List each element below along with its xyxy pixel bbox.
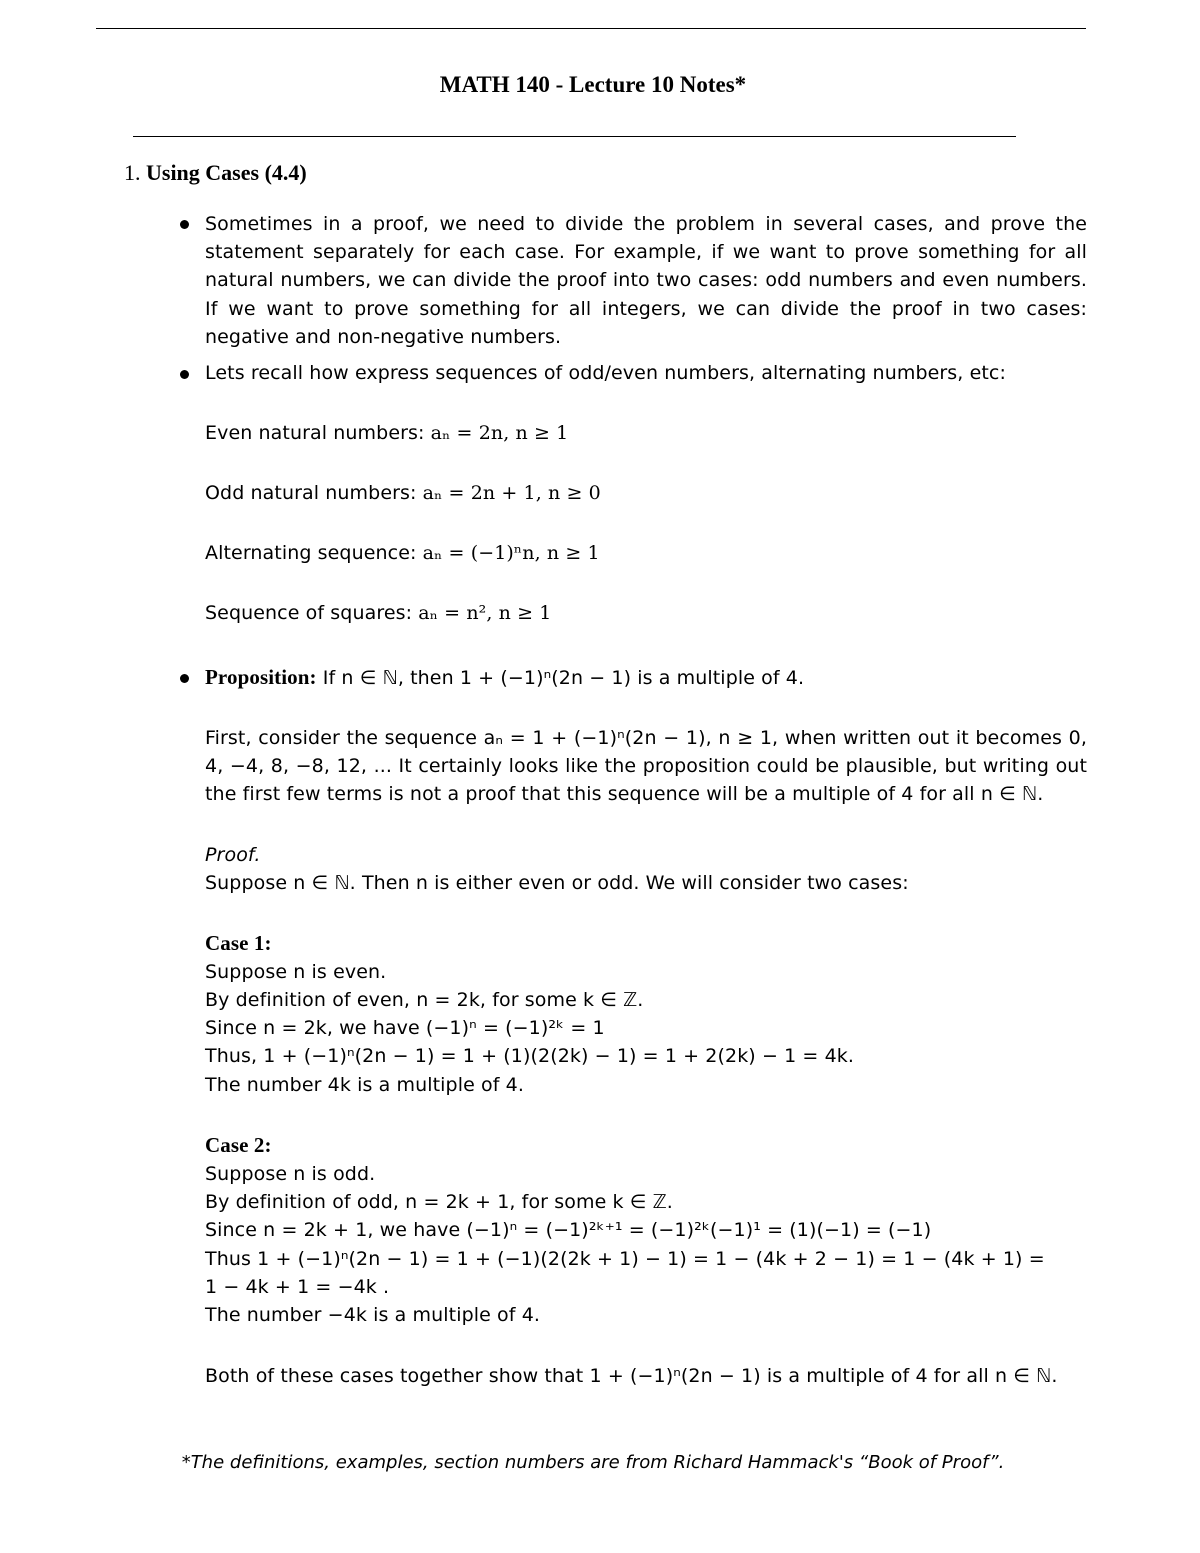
case2-line: 1 − 4k + 1 = −4k .	[205, 1276, 390, 1298]
case1-line: The number 4k is a multiple of 4.	[205, 1074, 525, 1096]
proof-start: Suppose n ∈ ℕ. Then n is either even or odd. We will consider two cases:	[205, 872, 909, 894]
bullet-sequences-text: Lets recall how express sequences of odd/even numbers, alternating numbers, etc:	[205, 362, 1006, 384]
proposition-intro: First, consider the sequence aₙ = 1 + (−1)ⁿ(2n − 1), n ≥ 1, when written out it becomes 0, 4, −4, 8, −8, 12, ... It certainly looks like the proposition could be plausible, but writing out the first few terms is not a proof that this sequence will be a multiple of 4 for all n ∈ ℕ.	[205, 727, 1087, 806]
sequence-even-formula: aₙ = 2n, n ≥ 1	[430, 422, 569, 444]
case1-line: Suppose n is even.	[205, 961, 387, 983]
sequence-alt-label: Alternating sequence:	[205, 542, 417, 564]
proof-conclusion: Both of these cases together show that 1 + (−1)ⁿ(2n − 1) is a multiple of 4 for all n ∈ ℕ.	[205, 1365, 1058, 1387]
sequence-sq-formula: aₙ = n², n ≥ 1	[418, 602, 552, 624]
case1-line: Thus, 1 + (−1)ⁿ(2n − 1) = 1 + (1)(2(2k) − 1) = 1 + 2(2k) − 1 = 4k.	[205, 1045, 855, 1067]
case1-line: Since n = 2k, we have (−1)ⁿ = (−1)²ᵏ = 1	[205, 1017, 605, 1039]
case2-line: Since n = 2k + 1, we have (−1)ⁿ = (−1)²ᵏ⁺¹ = (−1)²ᵏ(−1)¹ = (1)(−1) = (−1)	[205, 1219, 932, 1241]
case2-line: By definition of odd, n = 2k + 1, for some k ∈ ℤ.	[205, 1191, 673, 1213]
section-title: Using Cases (4.4)	[146, 160, 307, 185]
sequence-sq-label: Sequence of squares:	[205, 602, 413, 624]
proposition-label: Proposition:	[205, 665, 317, 689]
sequence-even	[205, 419, 1087, 447]
top-rule	[96, 28, 1086, 29]
sequence-alt-formula: aₙ = (−1)ⁿn, n ≥ 1	[422, 542, 600, 564]
section-number: 1.	[124, 160, 141, 185]
sequence-odd	[205, 479, 1087, 507]
proof-label: Proof.	[205, 844, 261, 866]
section-heading	[124, 160, 307, 186]
sequence-even-label: Even natural numbers:	[205, 422, 425, 444]
bullet-dot	[180, 370, 189, 379]
title-rule	[133, 136, 1016, 137]
case2-line: Suppose n is odd.	[205, 1163, 376, 1185]
case2-line: Thus 1 + (−1)ⁿ(2n − 1) = 1 + (−1)(2(2k + 1) − 1) = 1 − (4k + 2 − 1) = 1 − (4k + 1) =	[205, 1248, 1045, 1270]
case2-line: The number −4k is a multiple of 4.	[205, 1304, 541, 1326]
footnote: *The definitions, examples, section numbers are from Richard Hammack's “Book of Proof”.	[181, 1452, 1005, 1473]
bullet-cases-text: Sometimes in a proof, we need to divide the problem in several cases, and prove the statement separately for each case. For example, if we want to prove something for all natural numbers, we can divide the proof into two cases: odd numbers and even numbers. If we want to prove something for all integers, we can divide the proof in two cases: negative and non-negative numbers.	[205, 213, 1087, 348]
page-title: MATH 140 - Lecture 10 Notes*	[439, 72, 747, 97]
proposition	[205, 663, 1087, 692]
bullet-dot	[180, 674, 189, 683]
sequence-alternating	[205, 539, 1087, 567]
sequence-squares	[205, 599, 1087, 627]
case1-title: Case 1:	[205, 931, 272, 955]
case1-line: By definition of even, n = 2k, for some k ∈ ℤ.	[205, 989, 644, 1011]
proposition-statement: If n ∈ ℕ, then 1 + (−1)ⁿ(2n − 1) is a multiple of 4.	[322, 667, 805, 689]
case2-title: Case 2:	[205, 1133, 272, 1157]
bullet-dot	[180, 220, 189, 229]
sequence-odd-formula: aₙ = 2n + 1, n ≥ 0	[422, 482, 601, 504]
sequence-odd-label: Odd natural numbers:	[205, 482, 417, 504]
